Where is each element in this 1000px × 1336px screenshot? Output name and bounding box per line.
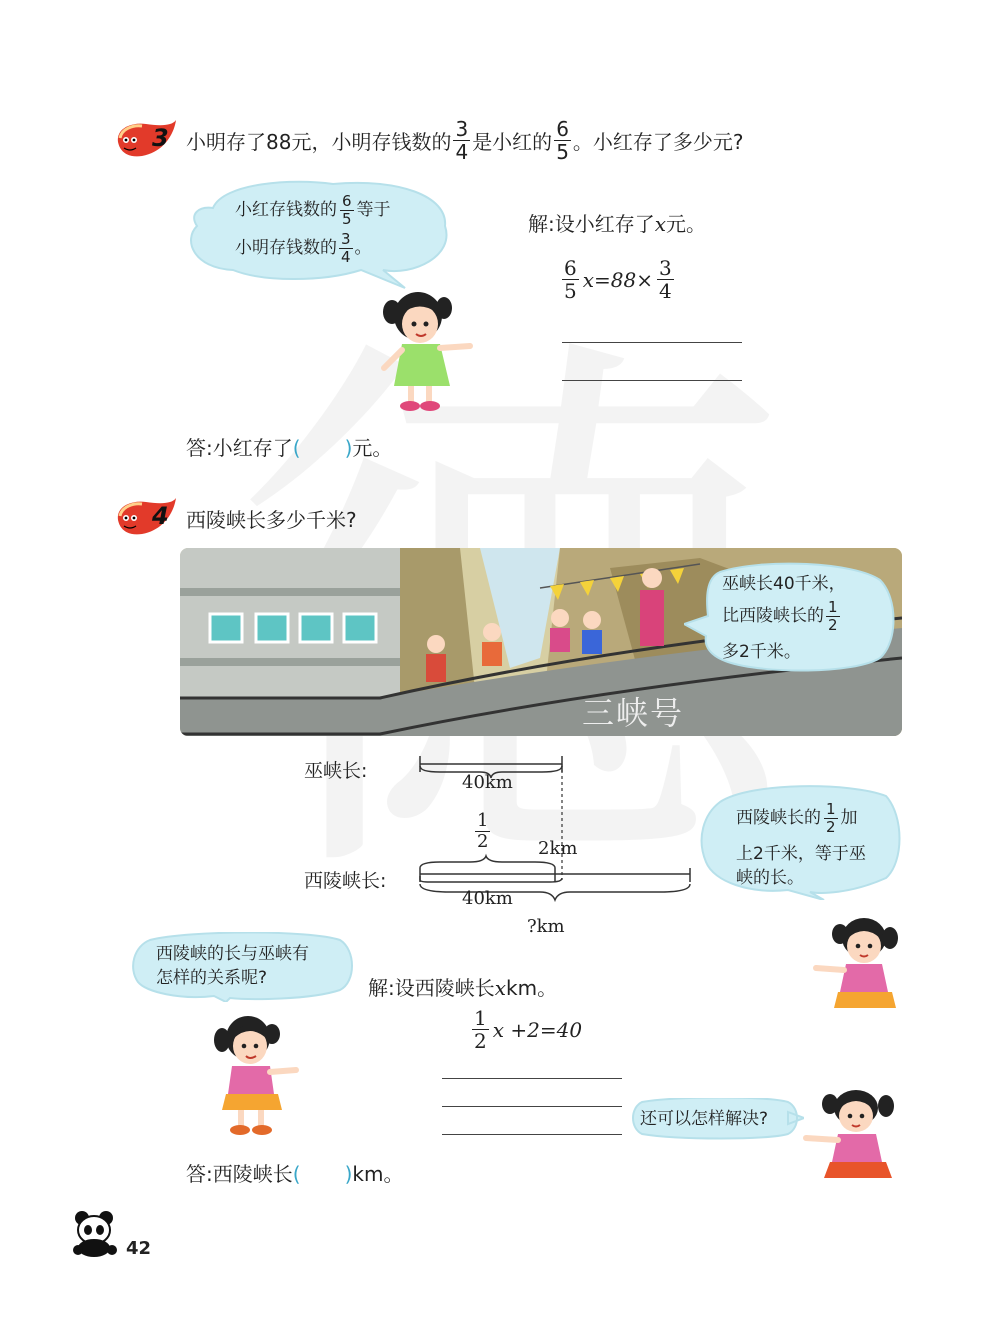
- diagram-label-40km-top: 40km: [462, 772, 513, 793]
- bubble3-fraction-2: $\frac{3}{4}$: [341, 230, 351, 266]
- answer-line-4b[interactable]: [442, 1106, 622, 1107]
- answer-line-3b[interactable]: [562, 380, 742, 381]
- answer-line-4c[interactable]: [442, 1134, 622, 1135]
- problem-3-number: 3: [152, 124, 169, 152]
- label-xiling: 西陵峡长:: [304, 870, 387, 892]
- eq4-fraction: $\frac{1}{2}$: [474, 1006, 487, 1053]
- diagram-label-2km: 2km: [538, 838, 578, 859]
- problem-4-equation: $\frac{1}{2}$ x +2=40: [474, 1006, 583, 1053]
- problem-3-solution: 解:设小红存了x元。: [528, 212, 707, 236]
- q3-fraction-2: $\frac{6}{5}$: [556, 116, 569, 164]
- diagram-label-half: $\frac{1}{2}$: [477, 810, 489, 852]
- eq3-fraction-2: $\frac{3}{4}$: [658, 256, 672, 303]
- speech-bubble-3: 小红存钱数的 $\frac{6}{5}$ 等于 小明存钱数的 $\frac{3}{4}$ 。: [183, 178, 458, 290]
- scene-bubble-fraction: $\frac{1}{2}$: [828, 598, 838, 634]
- girl-illustration-2: [810, 912, 906, 1018]
- q3-text-b: 是小红的: [472, 129, 553, 154]
- problem-4-question: 西陵峡长多少千米?: [186, 508, 357, 532]
- problem-4-marker: [112, 494, 182, 538]
- chili-icon: [112, 494, 182, 538]
- right-bubble-fraction: $\frac{1}{2}$: [826, 800, 836, 836]
- scene-speech-bubble: 巫峡长40千米， 比西陵峡长的 $\frac{1}{2}$ 多2千米。: [684, 562, 900, 672]
- problem-3-equation: $\frac{6}{5}$ x=88× $\frac{3}{4}$: [564, 256, 672, 303]
- q3-text-c: 。小红存了多少元?: [572, 129, 744, 154]
- speech-bubble-right: 西陵峡长的 $\frac{1}{2}$ 加 上2千米，等于巫 峡的长。: [700, 782, 904, 900]
- ship-name: 三峡号: [582, 694, 685, 732]
- girl-illustration-3: [208, 1010, 300, 1138]
- eq3-fraction-1: $\frac{6}{5}$: [564, 256, 577, 303]
- page-number: 42: [126, 1238, 152, 1259]
- bubble3-fraction-1: $\frac{6}{5}$: [342, 192, 352, 228]
- q3-fraction-1: $\frac{3}{4}$: [455, 116, 469, 164]
- girl-illustration-4: [800, 1086, 904, 1186]
- problem-4-number: 4: [152, 502, 169, 530]
- problem-3-answer: 答:小红存了( )元。: [186, 436, 393, 460]
- hint-speech-bubble: 还可以怎样解决?: [628, 1098, 804, 1142]
- answer-line-4a[interactable]: [442, 1078, 622, 1079]
- problem-3-question: [186, 116, 744, 164]
- problem-4-solution: 解:设西陵峡长xkm。: [368, 976, 558, 1000]
- problem-3-marker: [112, 116, 182, 160]
- problem-4-answer: 答:西陵峡长( )km。: [186, 1162, 404, 1186]
- answer-line-3a[interactable]: [562, 342, 742, 343]
- three-gorges-scene: [180, 548, 902, 736]
- q3-text-a: 小明存了88元，小明存钱数的: [186, 129, 452, 154]
- speech-bubble-left: 西陵峡的长与巫峡有 怎样的关系呢?: [130, 932, 356, 1002]
- diagram-label-unknown-km: ?km: [527, 916, 565, 937]
- label-wuxia: 巫峡长:: [304, 760, 368, 782]
- chili-icon: [112, 116, 182, 160]
- girl-illustration-1: [370, 286, 480, 414]
- diagram-label-40km-bottom: 40km: [462, 888, 513, 909]
- panda-icon: [70, 1208, 120, 1258]
